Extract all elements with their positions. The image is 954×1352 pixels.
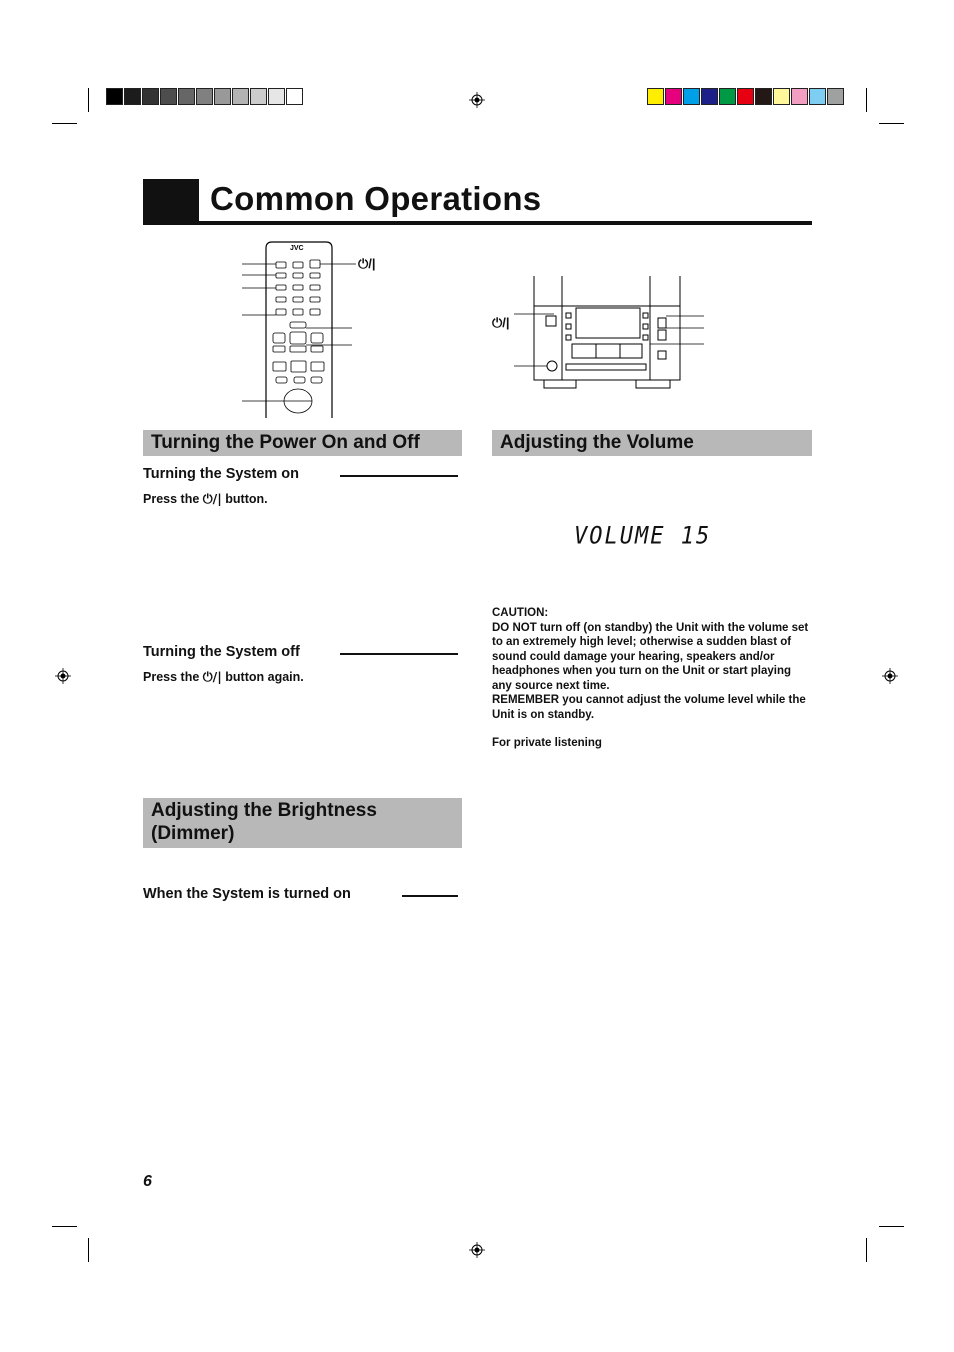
color-swatch	[106, 88, 123, 105]
color-swatch	[773, 88, 790, 105]
crop-mark	[52, 1226, 77, 1227]
color-swatch	[268, 88, 285, 105]
title-rule	[199, 221, 812, 225]
instruction-prefix: Press the	[143, 492, 200, 506]
registration-mark-icon	[55, 668, 71, 684]
section-heading-volume: Adjusting the Volume	[492, 430, 812, 456]
color-swatch	[755, 88, 772, 105]
subhead-rule	[402, 895, 458, 897]
subhead-system-on: Turning the System on	[143, 466, 300, 482]
gray-scale-bar	[106, 88, 304, 105]
color-swatch	[791, 88, 808, 105]
crop-mark	[879, 1226, 904, 1227]
subhead-system-turned-on: When the System is turned on	[143, 886, 351, 902]
main-unit-illustration	[510, 276, 710, 392]
private-listening-label: For private listening	[492, 737, 602, 749]
instruction-suffix: button again.	[225, 670, 304, 684]
caution-paragraph	[492, 621, 812, 694]
color-swatch	[142, 88, 159, 105]
instruction-suffix: button.	[225, 492, 268, 506]
instruction-prefix: Press the	[143, 670, 200, 684]
color-swatch	[719, 88, 736, 105]
caution-lead: DO NOT	[492, 621, 537, 634]
volume-display-readout: VOLUME 15	[574, 522, 712, 551]
color-swatch	[647, 88, 664, 105]
color-swatch	[178, 88, 195, 105]
subhead-system-off: Turning the System off	[143, 644, 300, 660]
caution-body: turn off (on standby) the Unit with the volume set to an extremely high level; otherwise a sudden blast of sound could damage your hearing, speakers and/or headphones when you turn on the Unit or start playing any source next time.	[492, 621, 809, 692]
color-swatch	[665, 88, 682, 105]
power-icon: ⏻/|	[202, 669, 222, 684]
title-marker-block	[143, 179, 199, 225]
color-swatch	[286, 88, 303, 105]
color-swatch	[683, 88, 700, 105]
instruction-power-off	[143, 669, 304, 685]
power-icon: ⏻/|	[202, 491, 222, 506]
caution-note	[492, 606, 812, 751]
color-bar	[647, 88, 845, 105]
color-swatch	[232, 88, 249, 105]
color-swatch	[827, 88, 844, 105]
color-swatch	[737, 88, 754, 105]
color-swatch	[160, 88, 177, 105]
color-swatch	[214, 88, 231, 105]
subhead-rule	[340, 475, 458, 477]
section-heading-dimmer: Adjusting the Brightness (Dimmer)	[143, 798, 462, 848]
page-title: Common Operations	[210, 180, 542, 217]
remember-body: you cannot adjust the volume level while the Unit is on standby.	[492, 694, 806, 721]
color-swatch	[250, 88, 267, 105]
page-number: 6	[143, 1173, 152, 1190]
caution-title: CAUTION:	[492, 607, 549, 619]
color-swatch	[196, 88, 213, 105]
remote-brand-label: JVC	[290, 245, 304, 252]
crop-mark	[88, 1238, 89, 1262]
remember-paragraph	[492, 693, 812, 722]
color-swatch	[701, 88, 718, 105]
crop-mark	[88, 88, 89, 112]
remember-lead: REMEMBER	[492, 694, 560, 706]
crop-mark	[52, 123, 77, 124]
instruction-power-on	[143, 491, 268, 507]
crop-mark	[866, 1238, 867, 1262]
color-swatch	[809, 88, 826, 105]
crop-mark	[866, 88, 867, 112]
unit-power-label: ⏻/|	[492, 315, 510, 330]
registration-mark-icon	[882, 668, 898, 684]
registration-mark-icon	[469, 92, 485, 108]
registration-mark-icon	[469, 1242, 485, 1258]
crop-mark	[879, 123, 904, 124]
remote-power-label: ⏻/|	[358, 256, 376, 271]
color-swatch	[124, 88, 141, 105]
section-heading-power: Turning the Power On and Off	[143, 430, 462, 456]
subhead-rule	[340, 653, 458, 655]
